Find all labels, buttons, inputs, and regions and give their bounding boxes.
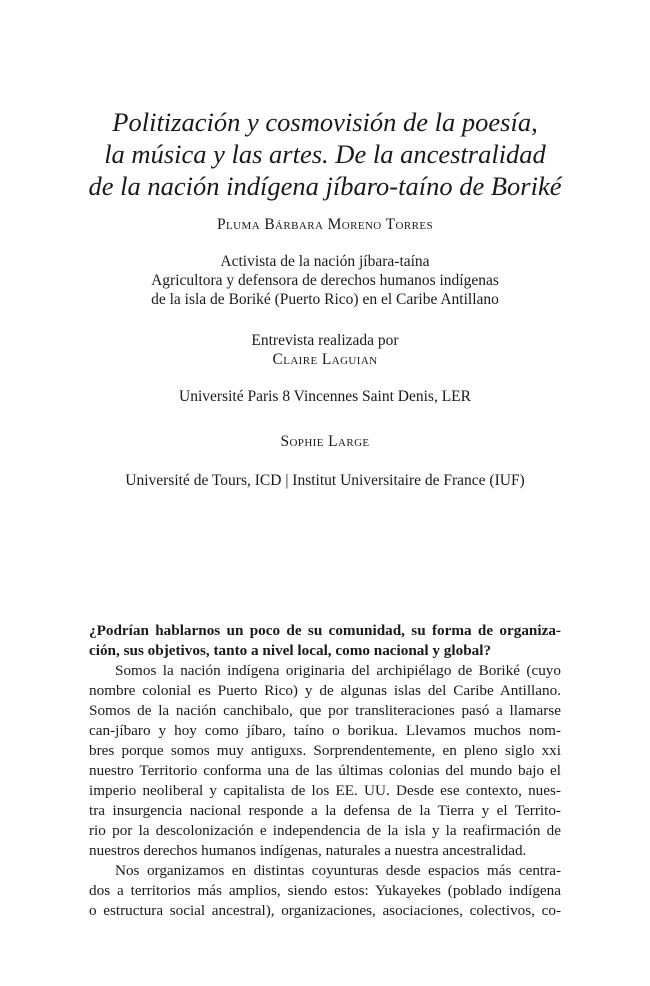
author-name: Pluma Bárbara Moreno Torres	[217, 216, 433, 233]
affiliation-line: Agricultora y defensora de derechos humanos indígenas	[151, 272, 499, 289]
interviewer-affiliation: Université de Tours, ICD | Institut Universitaire de France (IUF)	[125, 472, 525, 489]
paragraph-line: o estructura social ancestral), organizaciones, asociaciones, colectivos, co-	[89, 902, 561, 919]
interview-credit	[60, 331, 590, 369]
interviewer-affiliation: Université Paris 8 Vincennes Saint Denis, LER	[179, 388, 471, 405]
paragraph-line: tra insurgencia nacional responde a la defensa de la Tierra y el Territo-	[89, 802, 561, 819]
question-line: ¿Podrían hablarnos un poco de su comunidad, su forma de organiza-	[89, 622, 561, 639]
article-body	[89, 621, 561, 921]
paragraph-line: rio por la descolonización e independencia de la isla y la reafirmación de	[89, 822, 561, 839]
answer-paragraph	[89, 661, 561, 861]
paragraph-line: Nos organizamos en distintas coyunturas desde espacios más centra-	[115, 862, 561, 879]
paragraph-line: Somos la nación indígena originaria del archipiélago de Boriké (cuyo	[115, 662, 561, 679]
title-line: Politización y cosmovisión de la poesía,	[112, 107, 538, 137]
paragraph-line: nuestro Territorio conforma una de las últimas colonias del mundo bajo el	[89, 762, 561, 779]
paragraph-line: Somos de la nación canchibalo, que por transliteraciones pasó a llamarse	[89, 702, 561, 719]
title-line: de la nación indígena jíbaro-taíno de Boriké	[88, 171, 562, 201]
interviewer-name: Sophie Large	[280, 433, 370, 450]
paragraph-line: bres porque somos muy antiguxs. Sorprendentemente, en pleno siglo xxi	[89, 742, 561, 759]
author-affiliation	[60, 252, 590, 309]
question-line: ción, sus objetivos, tanto a nivel local, como nacional y global?	[89, 642, 492, 659]
interview-label: Entrevista realizada por	[251, 332, 399, 349]
interview-question	[89, 621, 561, 661]
affiliation-line: de la isla de Boriké (Puerto Rico) en el Caribe Antillano	[151, 291, 499, 308]
paragraph-line: can-jíbaro y hoy como jíbaro, taíno o borikua. Llevamos muchos nom-	[89, 722, 561, 739]
paragraph-line: nombre colonial es Puerto Rico) y de algunas islas del Caribe Antillano.	[89, 682, 561, 699]
paragraph-line: nuestros derechos humanos indígenas, naturales a nuestra ancestralidad.	[89, 842, 527, 859]
article-title	[60, 106, 590, 202]
affiliation-line: Activista de la nación jíbara-taína	[220, 253, 430, 270]
paragraph-line: dos a territorios más amplios, siendo estos: Yukayekes (poblado indígena	[89, 882, 561, 899]
paragraph-line: imperio neoliberal y capitalista de los EE. UU. Desde ese contexto, nues-	[89, 782, 561, 799]
answer-paragraph	[89, 861, 561, 921]
interviewer-name: Claire Laguian	[272, 351, 378, 368]
title-line: la música y las artes. De la ancestralidad	[104, 139, 546, 169]
